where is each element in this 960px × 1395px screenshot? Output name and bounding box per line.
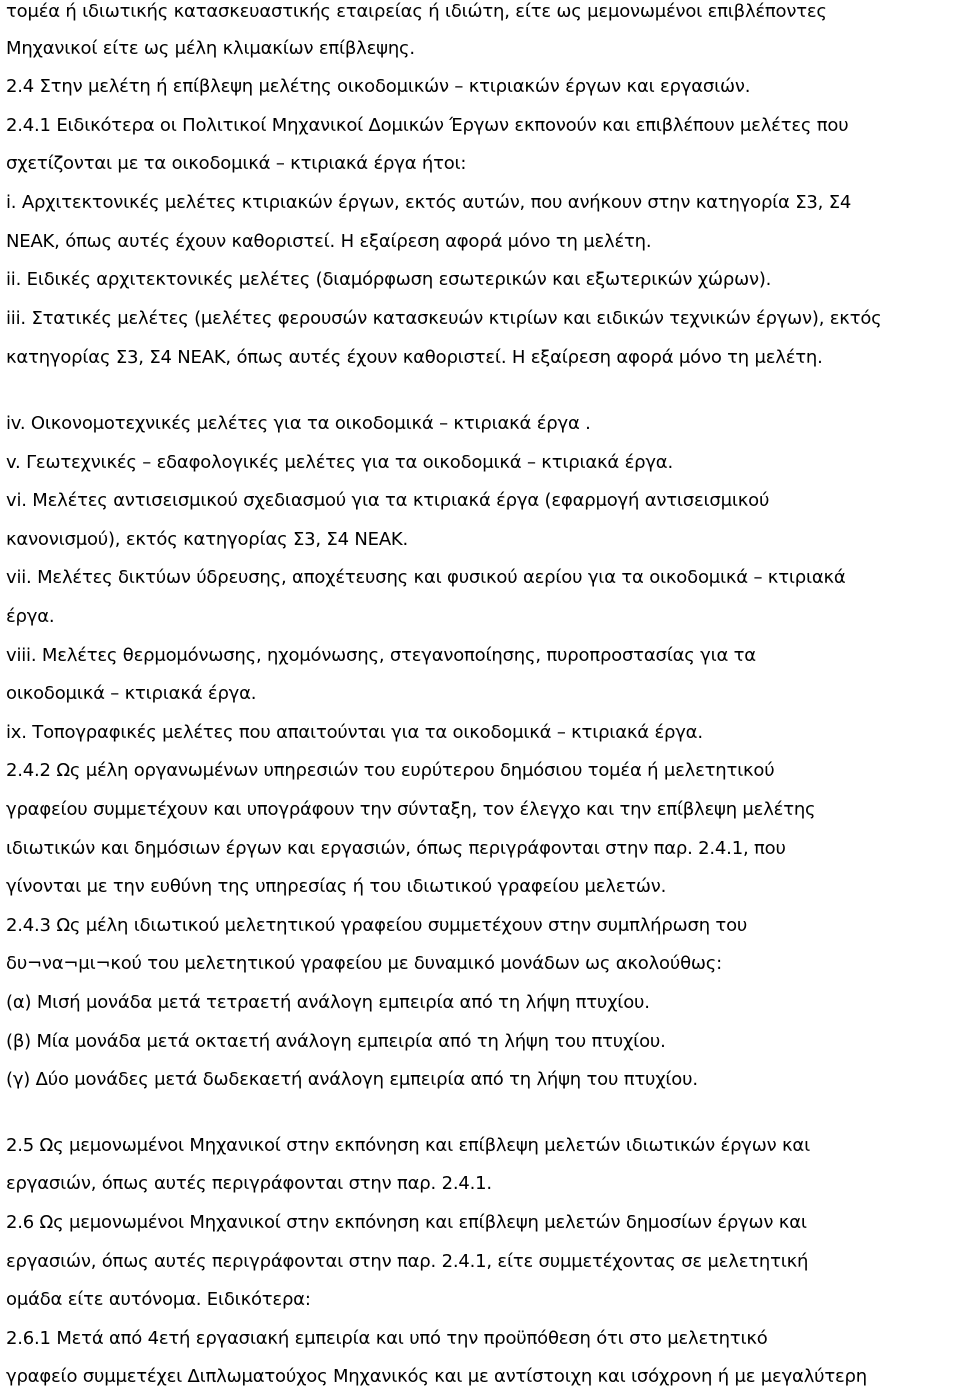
text-line: 2.4.2 Ως μέλη οργανωμένων υπηρεσιών του ευρύτερου δημόσιου τομέα ή μελετητικού (6, 760, 775, 781)
text-line: κανονισμού), εκτός κατηγορίας Σ3, Σ4 ΝΕΑΚ. (6, 529, 409, 550)
text-line: ιδιωτικών και δημόσιων έργων και εργασιών, όπως περιγράφονται στην παρ. 2.4.1, που (6, 838, 786, 859)
text-line: 2.6.1 Μετά από 4ετή εργασιακή εμπειρία και υπό την προϋπόθεση ότι στο μελετητικό (6, 1328, 768, 1349)
list-item: viii. Μελέτες θερμομόνωσης, ηχομόνωσης, στεγανοποίησης, πυροπροστασίας για τα (6, 645, 756, 666)
text-line: γίνονται με την ευθύνη της υπηρεσίας ή του ιδιωτικού γραφείου μελετών. (6, 876, 667, 897)
text-line: οικοδομικά – κτιριακά έργα. (6, 683, 257, 704)
list-item: vi. Μελέτες αντισεισμικού σχεδιασμού για τα κτιριακά έργα (εφαρμογή αντισεισμικού (6, 490, 770, 511)
text-line: 2.6 Ως μεμονωμένοι Μηχανικοί στην εκπόνηση και επίβλεψη μελετών δημοσίων έργων και (6, 1212, 807, 1233)
list-item: ix. Τοπογραφικές μελέτες που απαιτούνται για τα οικοδομικά – κτιριακά έργα. (6, 722, 703, 743)
list-item: (γ) Δύο μονάδες μετά δωδεκαετή ανάλογη εμπειρία από τη λήψη του πτυχίου. (6, 1069, 698, 1090)
text-line: Μηχανικοί είτε ως μέλη κλιμακίων επίβλεψης. (6, 38, 415, 59)
section-heading: 2.4 Στην μελέτη ή επίβλεψη μελέτης οικοδομικών – κτιριακών έργων και εργασιών. (6, 76, 751, 97)
text-line: 2.5 Ως μεμονωμένοι Μηχανικοί στην εκπόνηση και επίβλεψη μελετών ιδιωτικών έργων και (6, 1135, 810, 1156)
list-item: iii. Στατικές μελέτες (μελέτες φερουσών κατασκευών κτιρίων και ειδικών τεχνικών έργων), εκτός (6, 308, 882, 329)
text-line: εργασιών, όπως αυτές περιγράφονται στην παρ. 2.4.1, είτε συμμετέχοντας σε μελετητική (6, 1251, 809, 1272)
list-item: iv. Οικονομοτεχνικές μελέτες για τα οικοδομικά – κτιριακά έργα . (6, 413, 591, 434)
text-line: κατηγορίας Σ3, Σ4 ΝΕΑΚ, όπως αυτές έχουν καθοριστεί. Η εξαίρεση αφορά μόνο τη μελέτη. (6, 347, 823, 368)
list-item: i. Αρχιτεκτονικές μελέτες κτιριακών έργων, εκτός αυτών, που ανήκουν στην κατηγορία Σ3, Σ4 (6, 192, 852, 213)
text-line: 2.4.1 Ειδικότερα οι Πολιτικοί Μηχανικοί Δομικών Έργων εκπονούν και επιβλέπουν μελέτες που (6, 115, 849, 136)
text-line: έργα. (6, 606, 55, 627)
list-item: vii. Μελέτες δικτύων ύδρευσης, αποχέτευσης και φυσικού αερίου για τα οικοδομικά – κτιριακά (6, 567, 846, 588)
list-item: (α) Μισή μονάδα μετά τετραετή ανάλογη εμπειρία από τη λήψη πτυχίου. (6, 992, 650, 1013)
text-line: εργασιών, όπως αυτές περιγράφονται στην παρ. 2.4.1. (6, 1173, 492, 1194)
text-line: γραφείο συμμετέχει Διπλωματούχος Μηχανικός και με αντίστοιχη και ισόχρονη ή με μεγαλύτερη (6, 1366, 867, 1387)
list-item: (β) Μία μονάδα μετά οκταετή ανάλογη εμπειρία από τη λήψη του πτυχίου. (6, 1031, 666, 1052)
list-item: v. Γεωτεχνικές – εδαφολογικές μελέτες για τα οικοδομικά – κτιριακά έργα. (6, 452, 673, 473)
text-line: ομάδα είτε αυτόνομα. Ειδικότερα: (6, 1289, 311, 1310)
text-line: 2.4.3 Ως μέλη ιδιωτικού μελετητικού γραφείου συμμετέχουν στην συμπλήρωση του (6, 915, 748, 936)
text-line: γραφείου συμμετέχουν και υπογράφουν την σύνταξη, τον έλεγχο και την επίβλεψη μελέτης (6, 799, 816, 820)
text-line: σχετίζονται με τα οικοδομικά – κτιριακά έργα ήτοι: (6, 153, 467, 174)
text-line: δυ¬να¬μι¬κού του μελετητικού γραφείου με δυναμικό μονάδων ως ακολούθως: (6, 953, 722, 974)
text-line: ΝΕΑΚ, όπως αυτές έχουν καθοριστεί. Η εξαίρεση αφορά μόνο τη μελέτη. (6, 231, 652, 252)
list-item: ii. Ειδικές αρχιτεκτονικές μελέτες (διαμόρφωση εσωτερικών και εξωτερικών χώρων). (6, 269, 772, 290)
text-line: τομέα ή ιδιωτικής κατασκευαστικής εταιρείας ή ιδιώτη, είτε ως μεμονωμένοι επιβλέποντες (6, 1, 827, 22)
